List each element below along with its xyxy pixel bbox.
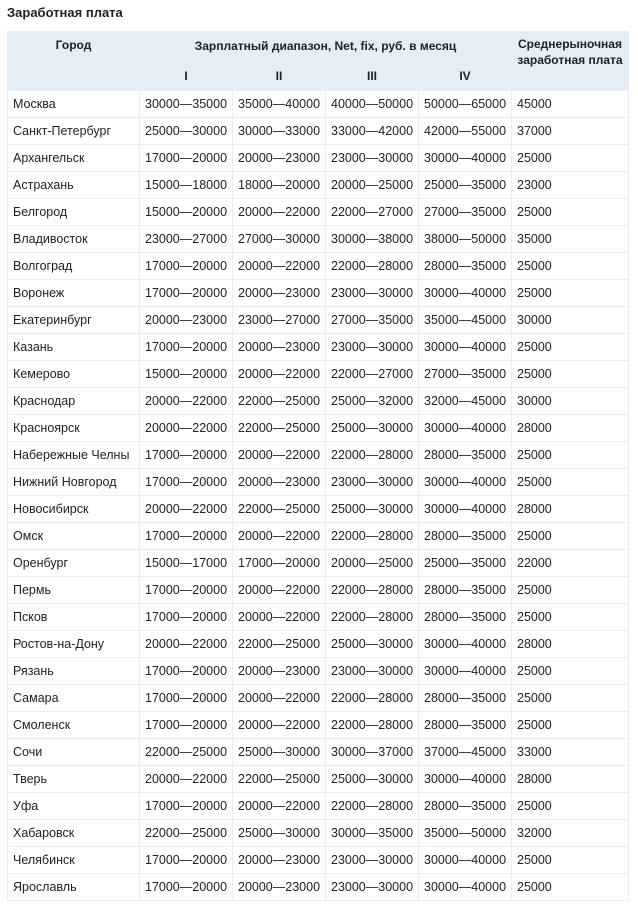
- cell-level-3: 23000—30000: [326, 280, 419, 307]
- cell-level-4: 28000—35000: [419, 253, 512, 280]
- cell-level-1: 15000—20000: [140, 199, 233, 226]
- cell-level-1: 20000—22000: [140, 631, 233, 658]
- cell-level-2: 20000—23000: [233, 334, 326, 361]
- cell-city: Кемерово: [8, 361, 140, 388]
- cell-level-3: 23000—30000: [326, 658, 419, 685]
- cell-level-4: 28000—35000: [419, 442, 512, 469]
- table-row: [8, 388, 629, 415]
- cell-level-1: 20000—22000: [140, 388, 233, 415]
- cell-level-3: 22000—28000: [326, 577, 419, 604]
- cell-level-3: 25000—30000: [326, 766, 419, 793]
- cell-level-2: 20000—22000: [233, 712, 326, 739]
- cell-city: Москва: [8, 91, 140, 118]
- table-row: [8, 199, 629, 226]
- cell-level-4: 25000—35000: [419, 172, 512, 199]
- cell-level-2: 20000—22000: [233, 199, 326, 226]
- cell-level-4: 30000—40000: [419, 280, 512, 307]
- cell-level-3: 30000—37000: [326, 739, 419, 766]
- cell-level-1: 15000—18000: [140, 172, 233, 199]
- cell-city: Набережные Челны: [8, 442, 140, 469]
- cell-city: Псков: [8, 604, 140, 631]
- cell-level-2: 22000—25000: [233, 388, 326, 415]
- cell-level-1: 17000—20000: [140, 145, 233, 172]
- cell-average: 25000: [512, 442, 629, 469]
- cell-level-4: 30000—40000: [419, 874, 512, 901]
- cell-city: Краснодар: [8, 388, 140, 415]
- header-city: Город: [8, 32, 140, 91]
- cell-level-1: 17000—20000: [140, 442, 233, 469]
- cell-city: Уфа: [8, 793, 140, 820]
- cell-level-4: 30000—40000: [419, 766, 512, 793]
- table-row: [8, 118, 629, 145]
- salary-table: [7, 31, 629, 901]
- table-row: [8, 334, 629, 361]
- cell-level-4: 30000—40000: [419, 496, 512, 523]
- cell-average: 25000: [512, 253, 629, 280]
- table-row: [8, 361, 629, 388]
- cell-level-1: 20000—23000: [140, 307, 233, 334]
- header-salary-range: Зарплатный диапазон, Net, fix, руб. в месяц: [140, 32, 512, 61]
- cell-level-4: 27000—35000: [419, 199, 512, 226]
- cell-level-2: 20000—22000: [233, 253, 326, 280]
- table-row: [8, 253, 629, 280]
- cell-level-2: 20000—22000: [233, 604, 326, 631]
- cell-average: 25000: [512, 361, 629, 388]
- cell-city: Белгород: [8, 199, 140, 226]
- cell-level-3: 22000—28000: [326, 442, 419, 469]
- cell-level-3: 27000—35000: [326, 307, 419, 334]
- cell-level-4: 30000—40000: [419, 145, 512, 172]
- table-row: [8, 550, 629, 577]
- cell-level-1: 17000—20000: [140, 793, 233, 820]
- cell-level-1: 25000—30000: [140, 118, 233, 145]
- cell-city: Омск: [8, 523, 140, 550]
- cell-level-4: 42000—55000: [419, 118, 512, 145]
- cell-level-1: 22000—25000: [140, 739, 233, 766]
- cell-average: 37000: [512, 118, 629, 145]
- table-row: [8, 685, 629, 712]
- cell-level-1: 20000—22000: [140, 766, 233, 793]
- cell-level-4: 38000—50000: [419, 226, 512, 253]
- cell-level-2: 22000—25000: [233, 631, 326, 658]
- cell-level-1: 17000—20000: [140, 523, 233, 550]
- table-row: [8, 577, 629, 604]
- table-row: [8, 415, 629, 442]
- cell-average: 23000: [512, 172, 629, 199]
- cell-city: Оренбург: [8, 550, 140, 577]
- cell-level-4: 28000—35000: [419, 685, 512, 712]
- cell-level-4: 28000—35000: [419, 577, 512, 604]
- table-row: [8, 766, 629, 793]
- cell-level-2: 20000—23000: [233, 469, 326, 496]
- cell-level-3: 33000—42000: [326, 118, 419, 145]
- cell-level-2: 25000—30000: [233, 739, 326, 766]
- cell-level-2: 20000—23000: [233, 847, 326, 874]
- cell-level-3: 22000—28000: [326, 523, 419, 550]
- cell-average: 25000: [512, 685, 629, 712]
- cell-level-1: 20000—22000: [140, 415, 233, 442]
- table-row: [8, 739, 629, 766]
- table-row: [8, 496, 629, 523]
- table-row: [8, 469, 629, 496]
- cell-level-2: 20000—22000: [233, 523, 326, 550]
- cell-city: Рязань: [8, 658, 140, 685]
- cell-city: Воронеж: [8, 280, 140, 307]
- cell-average: 25000: [512, 199, 629, 226]
- header-level-1: I: [140, 61, 233, 91]
- cell-level-3: 22000—28000: [326, 685, 419, 712]
- table-row: [8, 523, 629, 550]
- cell-city: Санкт-Петербург: [8, 118, 140, 145]
- cell-level-1: 20000—22000: [140, 496, 233, 523]
- cell-average: 25000: [512, 469, 629, 496]
- table-row: [8, 307, 629, 334]
- cell-level-3: 30000—35000: [326, 820, 419, 847]
- cell-average: 45000: [512, 91, 629, 118]
- table-row: [8, 172, 629, 199]
- cell-city: Владивосток: [8, 226, 140, 253]
- cell-level-2: 18000—20000: [233, 172, 326, 199]
- cell-average: 33000: [512, 739, 629, 766]
- cell-level-3: 25000—30000: [326, 415, 419, 442]
- cell-level-1: 17000—20000: [140, 847, 233, 874]
- cell-level-1: 17000—20000: [140, 604, 233, 631]
- cell-level-3: 30000—38000: [326, 226, 419, 253]
- cell-level-2: 27000—30000: [233, 226, 326, 253]
- cell-level-2: 22000—25000: [233, 496, 326, 523]
- cell-level-3: 22000—28000: [326, 793, 419, 820]
- cell-level-2: 35000—40000: [233, 91, 326, 118]
- cell-level-1: 17000—20000: [140, 577, 233, 604]
- cell-city: Пермь: [8, 577, 140, 604]
- table-row: [8, 712, 629, 739]
- cell-level-4: 37000—45000: [419, 739, 512, 766]
- cell-level-1: 17000—20000: [140, 874, 233, 901]
- table-row: [8, 847, 629, 874]
- header-level-2: II: [233, 61, 326, 91]
- cell-level-2: 20000—23000: [233, 658, 326, 685]
- cell-average: 22000: [512, 550, 629, 577]
- cell-level-1: 15000—20000: [140, 361, 233, 388]
- cell-level-4: 28000—35000: [419, 523, 512, 550]
- cell-level-1: 17000—20000: [140, 253, 233, 280]
- cell-average: 30000: [512, 307, 629, 334]
- cell-level-4: 25000—35000: [419, 550, 512, 577]
- cell-level-4: 28000—35000: [419, 712, 512, 739]
- cell-level-1: 17000—20000: [140, 280, 233, 307]
- cell-level-4: 30000—40000: [419, 631, 512, 658]
- header-level-3: III: [326, 61, 419, 91]
- table-row: [8, 793, 629, 820]
- cell-level-3: 22000—27000: [326, 361, 419, 388]
- cell-city: Волгоград: [8, 253, 140, 280]
- cell-level-1: 17000—20000: [140, 658, 233, 685]
- cell-average: 28000: [512, 496, 629, 523]
- cell-average: 25000: [512, 658, 629, 685]
- table-row: [8, 604, 629, 631]
- table-row: [8, 226, 629, 253]
- cell-average: 35000: [512, 226, 629, 253]
- cell-level-3: 23000—30000: [326, 874, 419, 901]
- cell-city: Хабаровск: [8, 820, 140, 847]
- cell-city: Нижний Новгород: [8, 469, 140, 496]
- cell-level-1: 17000—20000: [140, 334, 233, 361]
- cell-level-3: 22000—27000: [326, 199, 419, 226]
- cell-level-2: 20000—22000: [233, 442, 326, 469]
- cell-level-3: 25000—30000: [326, 631, 419, 658]
- cell-city: Красноярск: [8, 415, 140, 442]
- cell-level-2: 20000—23000: [233, 280, 326, 307]
- table-row: [8, 280, 629, 307]
- cell-level-4: 27000—35000: [419, 361, 512, 388]
- cell-level-3: 23000—30000: [326, 334, 419, 361]
- table-row: [8, 820, 629, 847]
- table-row: [8, 631, 629, 658]
- cell-average: 25000: [512, 145, 629, 172]
- cell-level-3: 20000—25000: [326, 550, 419, 577]
- cell-city: Сочи: [8, 739, 140, 766]
- header-average-salary: Среднерыночная заработная плата: [512, 32, 629, 91]
- cell-level-1: 15000—17000: [140, 550, 233, 577]
- cell-level-1: 30000—35000: [140, 91, 233, 118]
- cell-city: Архангельск: [8, 145, 140, 172]
- cell-average: 28000: [512, 631, 629, 658]
- table-row: [8, 145, 629, 172]
- table-body: [8, 91, 629, 901]
- cell-average: 25000: [512, 712, 629, 739]
- cell-level-2: 22000—25000: [233, 766, 326, 793]
- cell-level-1: 23000—27000: [140, 226, 233, 253]
- table-row: [8, 442, 629, 469]
- cell-level-2: 23000—27000: [233, 307, 326, 334]
- cell-average: 32000: [512, 820, 629, 847]
- header-level-4: IV: [419, 61, 512, 91]
- cell-level-2: 20000—22000: [233, 361, 326, 388]
- cell-average: 25000: [512, 874, 629, 901]
- cell-city: Челябинск: [8, 847, 140, 874]
- cell-level-3: 22000—28000: [326, 604, 419, 631]
- cell-level-3: 23000—30000: [326, 469, 419, 496]
- cell-level-2: 20000—22000: [233, 577, 326, 604]
- cell-level-4: 30000—40000: [419, 334, 512, 361]
- cell-average: 28000: [512, 415, 629, 442]
- table-row: [8, 874, 629, 901]
- table-row: [8, 658, 629, 685]
- cell-average: 25000: [512, 334, 629, 361]
- cell-level-4: 28000—35000: [419, 793, 512, 820]
- cell-level-2: 20000—23000: [233, 145, 326, 172]
- table-row: [8, 91, 629, 118]
- cell-level-2: 22000—25000: [233, 415, 326, 442]
- cell-level-4: 30000—40000: [419, 469, 512, 496]
- cell-average: 25000: [512, 523, 629, 550]
- cell-level-3: 22000—28000: [326, 253, 419, 280]
- cell-level-2: 20000—22000: [233, 685, 326, 712]
- cell-level-4: 50000—65000: [419, 91, 512, 118]
- cell-city: Ярославль: [8, 874, 140, 901]
- cell-average: 30000: [512, 388, 629, 415]
- cell-level-4: 35000—45000: [419, 307, 512, 334]
- cell-level-2: 17000—20000: [233, 550, 326, 577]
- cell-level-3: 40000—50000: [326, 91, 419, 118]
- cell-city: Екатеринбург: [8, 307, 140, 334]
- cell-level-1: 17000—20000: [140, 469, 233, 496]
- cell-average: 28000: [512, 766, 629, 793]
- cell-city: Смоленск: [8, 712, 140, 739]
- cell-city: Ростов-на-Дону: [8, 631, 140, 658]
- cell-average: 25000: [512, 577, 629, 604]
- page-title: Заработная плата: [7, 5, 123, 20]
- cell-level-4: 35000—50000: [419, 820, 512, 847]
- cell-level-1: 17000—20000: [140, 685, 233, 712]
- cell-level-2: 20000—22000: [233, 793, 326, 820]
- cell-level-1: 22000—25000: [140, 820, 233, 847]
- cell-level-4: 30000—40000: [419, 847, 512, 874]
- cell-level-4: 28000—35000: [419, 604, 512, 631]
- cell-level-3: 25000—32000: [326, 388, 419, 415]
- cell-average: 25000: [512, 847, 629, 874]
- cell-city: Самара: [8, 685, 140, 712]
- cell-level-1: 17000—20000: [140, 712, 233, 739]
- cell-level-2: 20000—23000: [233, 874, 326, 901]
- cell-level-4: 32000—45000: [419, 388, 512, 415]
- cell-city: Тверь: [8, 766, 140, 793]
- cell-city: Новосибирск: [8, 496, 140, 523]
- cell-average: 25000: [512, 604, 629, 631]
- table-header: [8, 32, 629, 91]
- cell-average: 25000: [512, 793, 629, 820]
- cell-level-3: 22000—28000: [326, 712, 419, 739]
- cell-level-3: 20000—25000: [326, 172, 419, 199]
- cell-level-4: 30000—40000: [419, 658, 512, 685]
- cell-city: Казань: [8, 334, 140, 361]
- cell-average: 25000: [512, 280, 629, 307]
- cell-city: Астрахань: [8, 172, 140, 199]
- cell-level-2: 25000—30000: [233, 820, 326, 847]
- cell-level-3: 23000—30000: [326, 847, 419, 874]
- cell-level-3: 23000—30000: [326, 145, 419, 172]
- cell-level-3: 25000—30000: [326, 496, 419, 523]
- cell-level-4: 30000—40000: [419, 415, 512, 442]
- cell-level-2: 30000—33000: [233, 118, 326, 145]
